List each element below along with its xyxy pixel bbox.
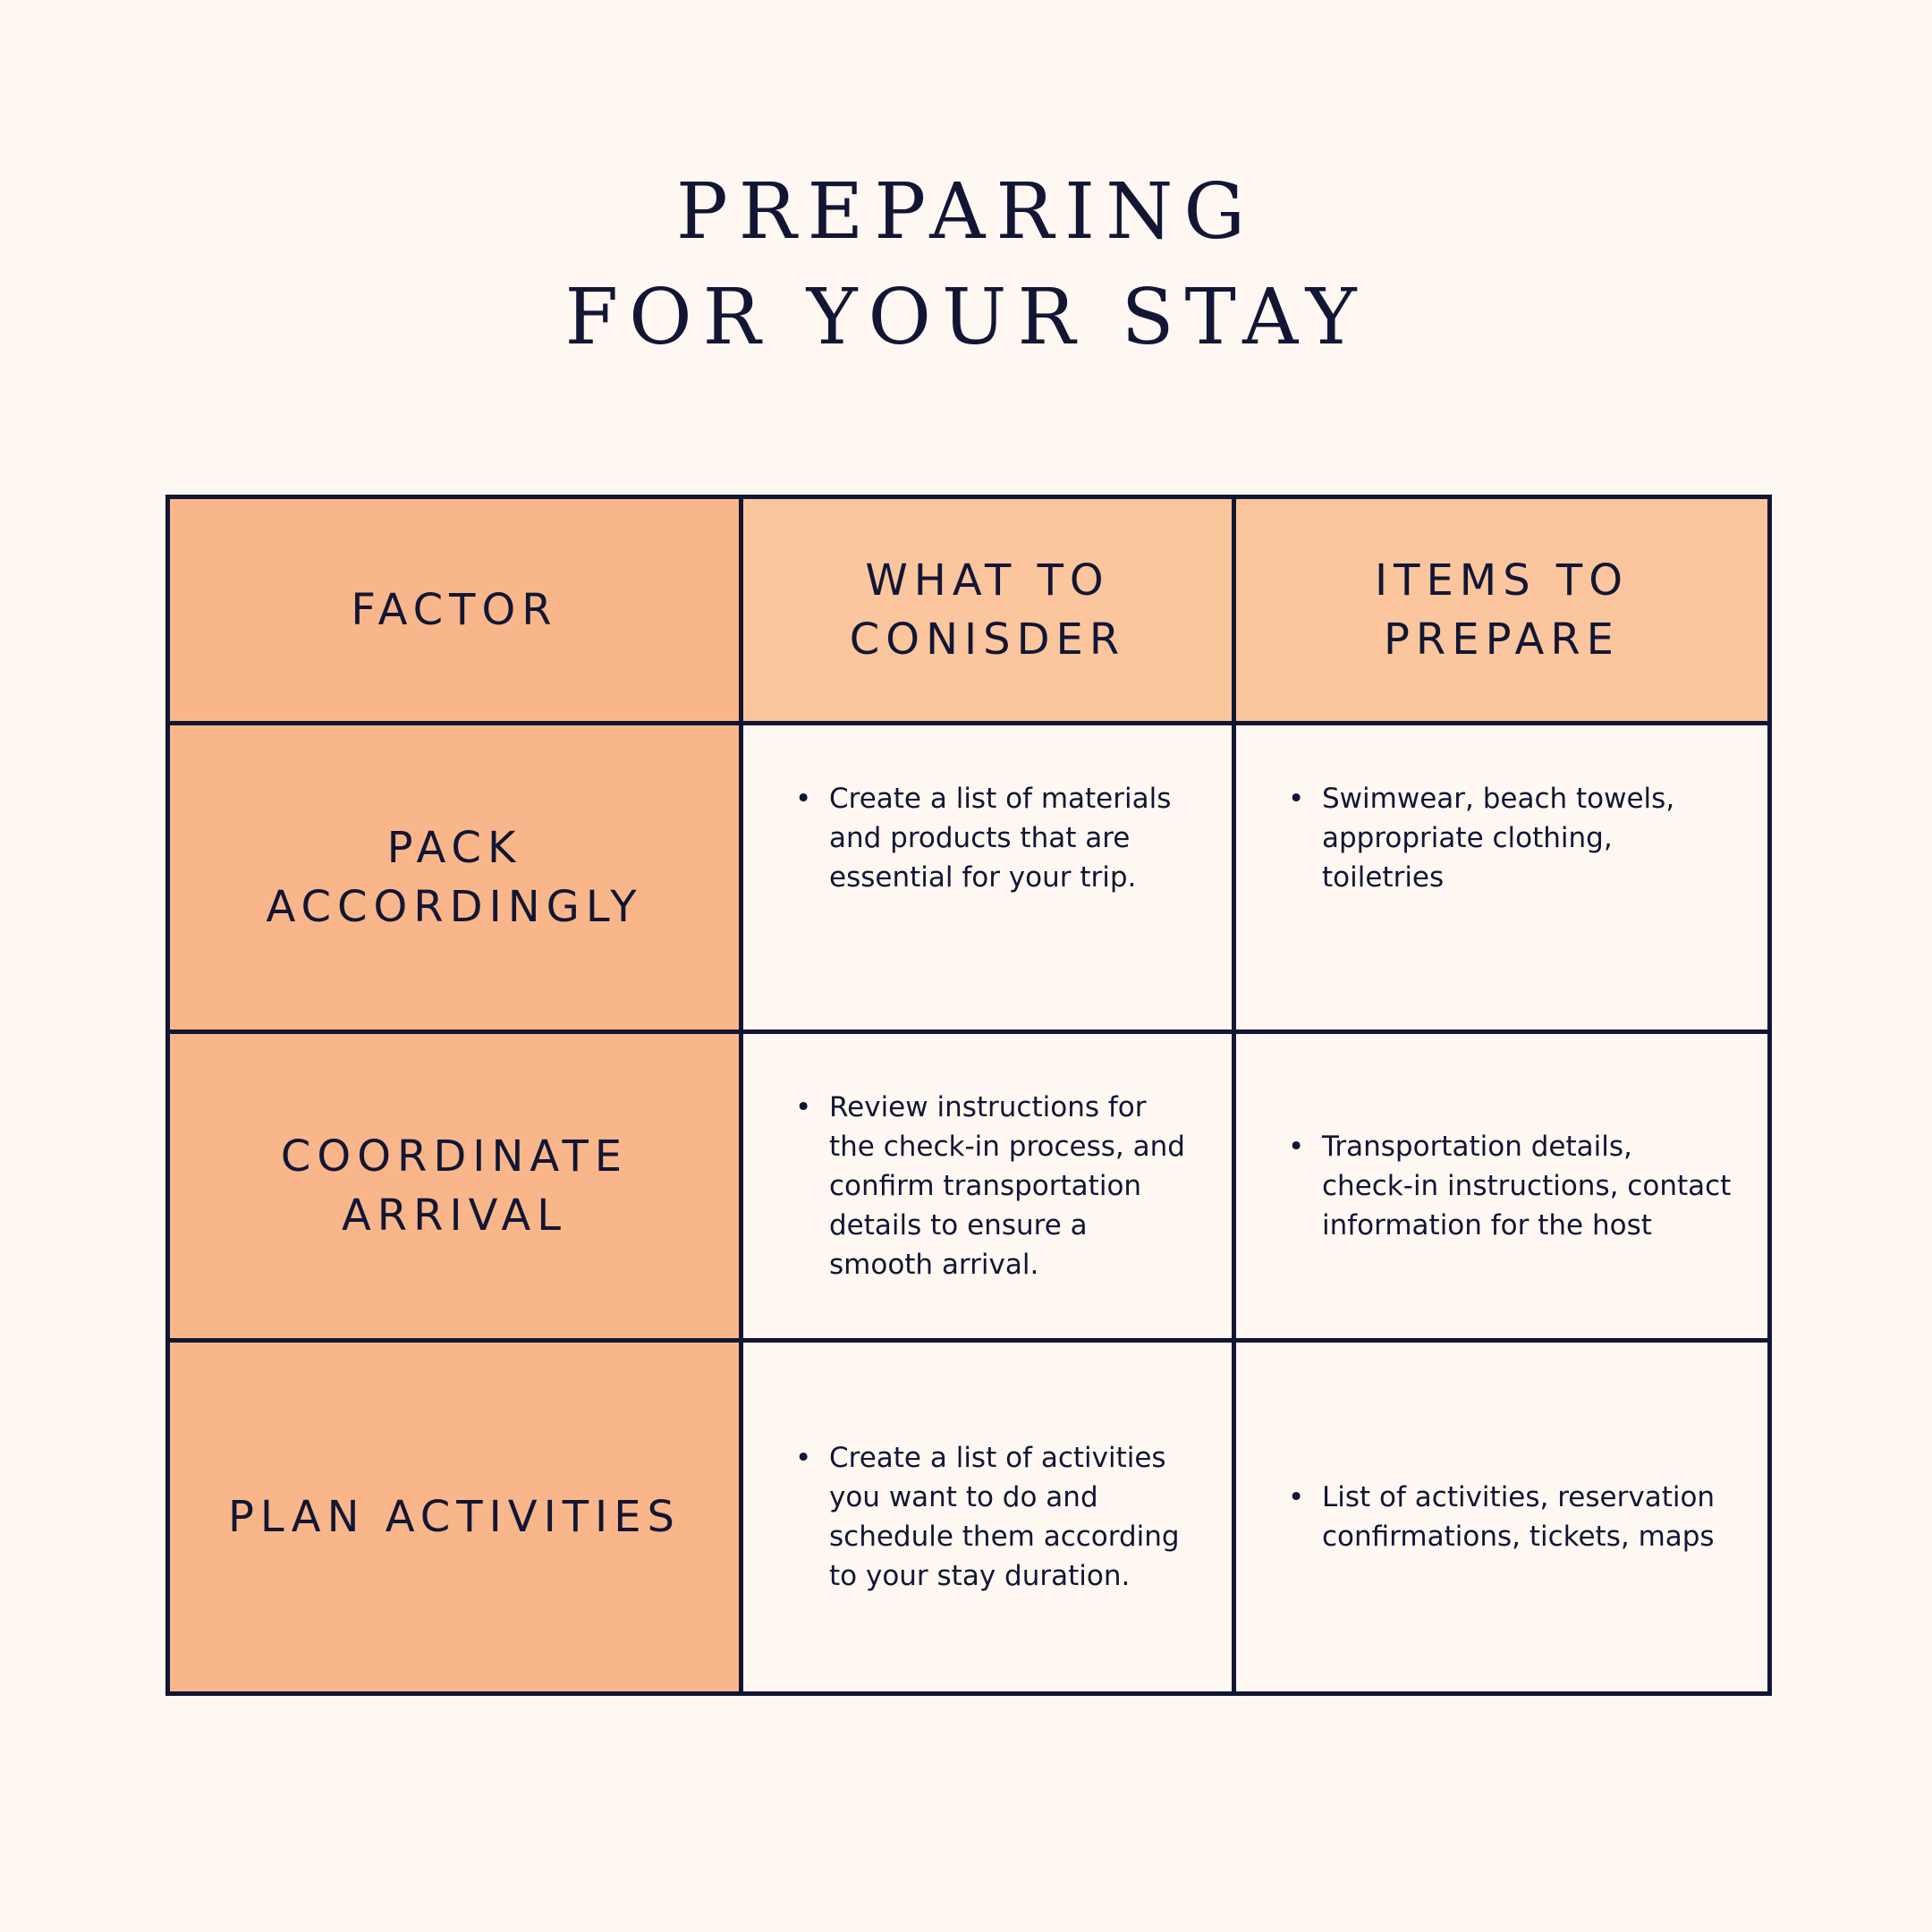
consider-text-pack: Create a list of materials and products that are essential for your trip. xyxy=(829,783,1172,894)
items-list-pack xyxy=(1236,779,1767,897)
list-item xyxy=(1288,1478,1732,1556)
table-row xyxy=(168,724,1770,1032)
bullet-icon: • xyxy=(795,1091,812,1123)
items-text-arrival: Transportation details, check-in instructions, contact information for the host xyxy=(1322,1131,1732,1241)
list-item xyxy=(795,1088,1196,1284)
items-text-activities: List of activities, reservation confirmations, tickets, maps xyxy=(1322,1481,1716,1553)
consider-list-pack xyxy=(743,779,1232,897)
items-cell-activities xyxy=(1234,1341,1770,1694)
factor-cell-arrival xyxy=(168,1032,741,1341)
header-factor-label: FACTOR xyxy=(351,585,558,635)
bullet-icon: • xyxy=(795,1442,812,1474)
header-consider-line-2: CONISDER xyxy=(849,614,1126,665)
items-list-activities xyxy=(1236,1478,1767,1556)
title-line-2: FOR YOUR STAY xyxy=(564,273,1368,362)
bullet-icon: • xyxy=(1288,1481,1305,1513)
page-title xyxy=(0,159,1932,370)
list-item xyxy=(1288,779,1732,897)
header-items-line-1: ITEMS TO xyxy=(1374,555,1630,606)
title-line-1: PREPARING xyxy=(675,167,1257,257)
header-items xyxy=(1234,497,1770,724)
factor-pack-line-2: ACCORDINGLY xyxy=(266,882,643,932)
consider-cell-pack xyxy=(741,724,1234,1032)
header-items-line-2: PREPARE xyxy=(1383,614,1620,665)
items-cell-pack xyxy=(1234,724,1770,1032)
factor-cell-pack xyxy=(168,724,741,1032)
items-list-arrival xyxy=(1236,1127,1767,1245)
list-item xyxy=(1288,1127,1732,1245)
consider-list-activities xyxy=(743,1438,1232,1596)
consider-text-arrival: Review instructions for the check-in process, and confirm transportation details to ensure a smooth arrival. xyxy=(829,1091,1185,1281)
factor-activities-line-1: PLAN ACTIVITIES xyxy=(227,1492,682,1542)
bullet-icon: • xyxy=(1288,1131,1305,1163)
consider-text-activities: Create a list of activities you want to do and schedule them according to your stay duration. xyxy=(829,1442,1180,1592)
header-consider-line-1: WHAT TO xyxy=(865,555,1110,606)
list-item xyxy=(795,779,1196,897)
items-cell-arrival xyxy=(1234,1032,1770,1341)
bullet-icon: • xyxy=(795,783,812,815)
factor-pack-line-1: PACK xyxy=(386,823,522,873)
bullet-icon: • xyxy=(1288,783,1305,815)
table-row xyxy=(168,1341,1770,1694)
preparation-table xyxy=(165,495,1772,1696)
factor-cell-activities xyxy=(168,1341,741,1694)
table-row xyxy=(168,1032,1770,1341)
header-factor xyxy=(168,497,741,724)
header-consider xyxy=(741,497,1234,724)
consider-list-arrival xyxy=(743,1088,1232,1284)
list-item xyxy=(795,1438,1196,1596)
table-header-row xyxy=(168,497,1770,724)
items-text-pack: Swimwear, beach towels, appropriate clothing, toiletries xyxy=(1322,783,1675,894)
factor-arrival-line-2: ARRIVAL xyxy=(341,1191,568,1241)
factor-arrival-line-1: COORDINATE xyxy=(280,1131,629,1182)
consider-cell-activities xyxy=(741,1341,1234,1694)
consider-cell-arrival xyxy=(741,1032,1234,1341)
